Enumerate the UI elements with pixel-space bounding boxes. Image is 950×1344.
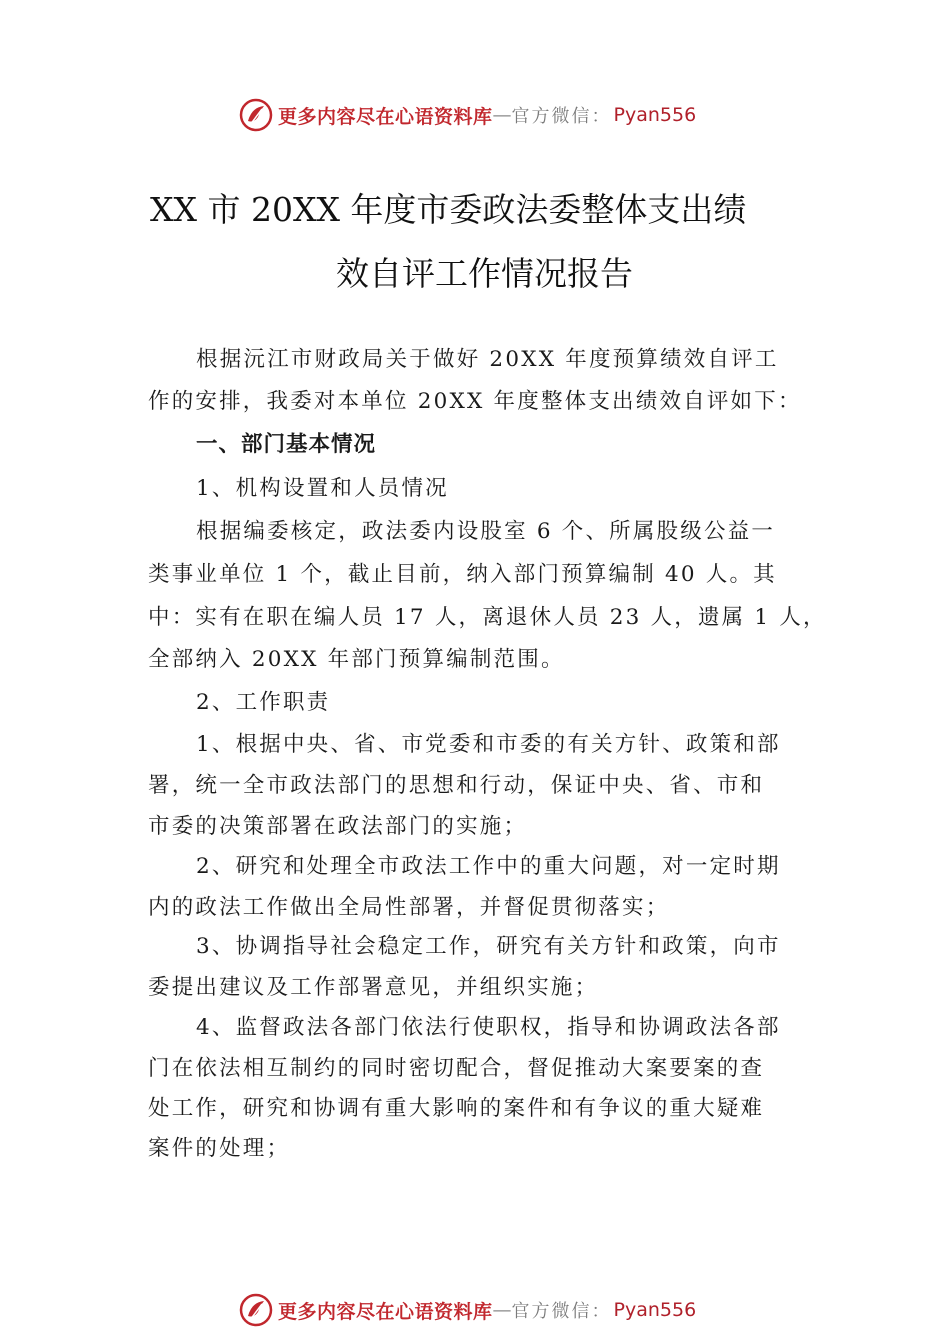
section-heading: 一、部门基本情况 [196, 432, 377, 457]
body-line: 内的政法工作做出全局性部署，并督促贯彻落实； [148, 895, 670, 920]
body-line: 类事业单位 1 个，截止目前，纳入部门预算编制 40 人。其 [148, 562, 777, 587]
watermark-contact-id: Pyan556 [613, 1299, 697, 1321]
watermark-contact-label: 官方微信： [511, 1301, 612, 1322]
watermark-brand-text: 更多内容尽在心语资料库 [278, 105, 493, 128]
body-line: 门在依法相互制约的同时密切配合，督促推动大案要案的查 [148, 1056, 765, 1081]
body-line: 全部纳入 20XX 年部门预算编制范围。 [148, 647, 565, 672]
watermark-separator: — [492, 1299, 512, 1321]
subsection-heading: 2、工作职责 [196, 690, 331, 715]
watermark-footer [238, 1290, 696, 1330]
watermark-contact-id: Pyan556 [613, 104, 697, 126]
body-line: 根据沅江市财政局关于做好 20XX 年度预算绩效自评工 [196, 347, 779, 372]
body-line: 1、根据中央、省、市党委和市委的有关方针、政策和部 [196, 732, 781, 757]
body-line: 中：实有在职在编人员 17 人，离退休人员 23 人，遗属 1 人， [148, 605, 827, 630]
subsection-heading: 1、机构设置和人员情况 [196, 476, 449, 501]
brand-logo-icon [238, 97, 274, 133]
body-line: 根据编委核定，政法委内设股室 6 个、所属股级公益一 [196, 519, 776, 544]
body-line: 作的安排，我委对本单位 20XX 年度整体支出绩效自评如下： [148, 389, 802, 414]
document-title-line-1: XX 市 20XX 年度市委政法委整体支出绩 [150, 190, 747, 229]
body-line: 案件的处理； [148, 1136, 291, 1161]
body-line: 处工作，研究和协调有重大影响的案件和有争议的重大疑难 [148, 1096, 765, 1121]
body-line: 署，统一全市政法部门的思想和行动，保证中央、省、市和 [148, 773, 765, 798]
watermark-header [238, 95, 696, 135]
body-line: 2、研究和处理全市政法工作中的重大问题，对一定时期 [196, 854, 781, 879]
watermark-contact-label: 官方微信： [511, 106, 612, 127]
body-line: 委提出建议及工作部署意见，并组织实施； [148, 975, 599, 1000]
brand-logo-icon [238, 1292, 274, 1328]
watermark-brand-text: 更多内容尽在心语资料库 [278, 1300, 493, 1323]
body-line: 3、协调指导社会稳定工作，研究有关方针和政策，向市 [196, 934, 781, 959]
watermark-separator: — [492, 104, 512, 126]
body-line: 市委的决策部署在政法部门的实施； [148, 814, 528, 839]
document-title-line-2: 效自评工作情况报告 [336, 254, 633, 293]
body-line: 4、监督政法各部门依法行使职权，指导和协调政法各部 [196, 1015, 781, 1040]
